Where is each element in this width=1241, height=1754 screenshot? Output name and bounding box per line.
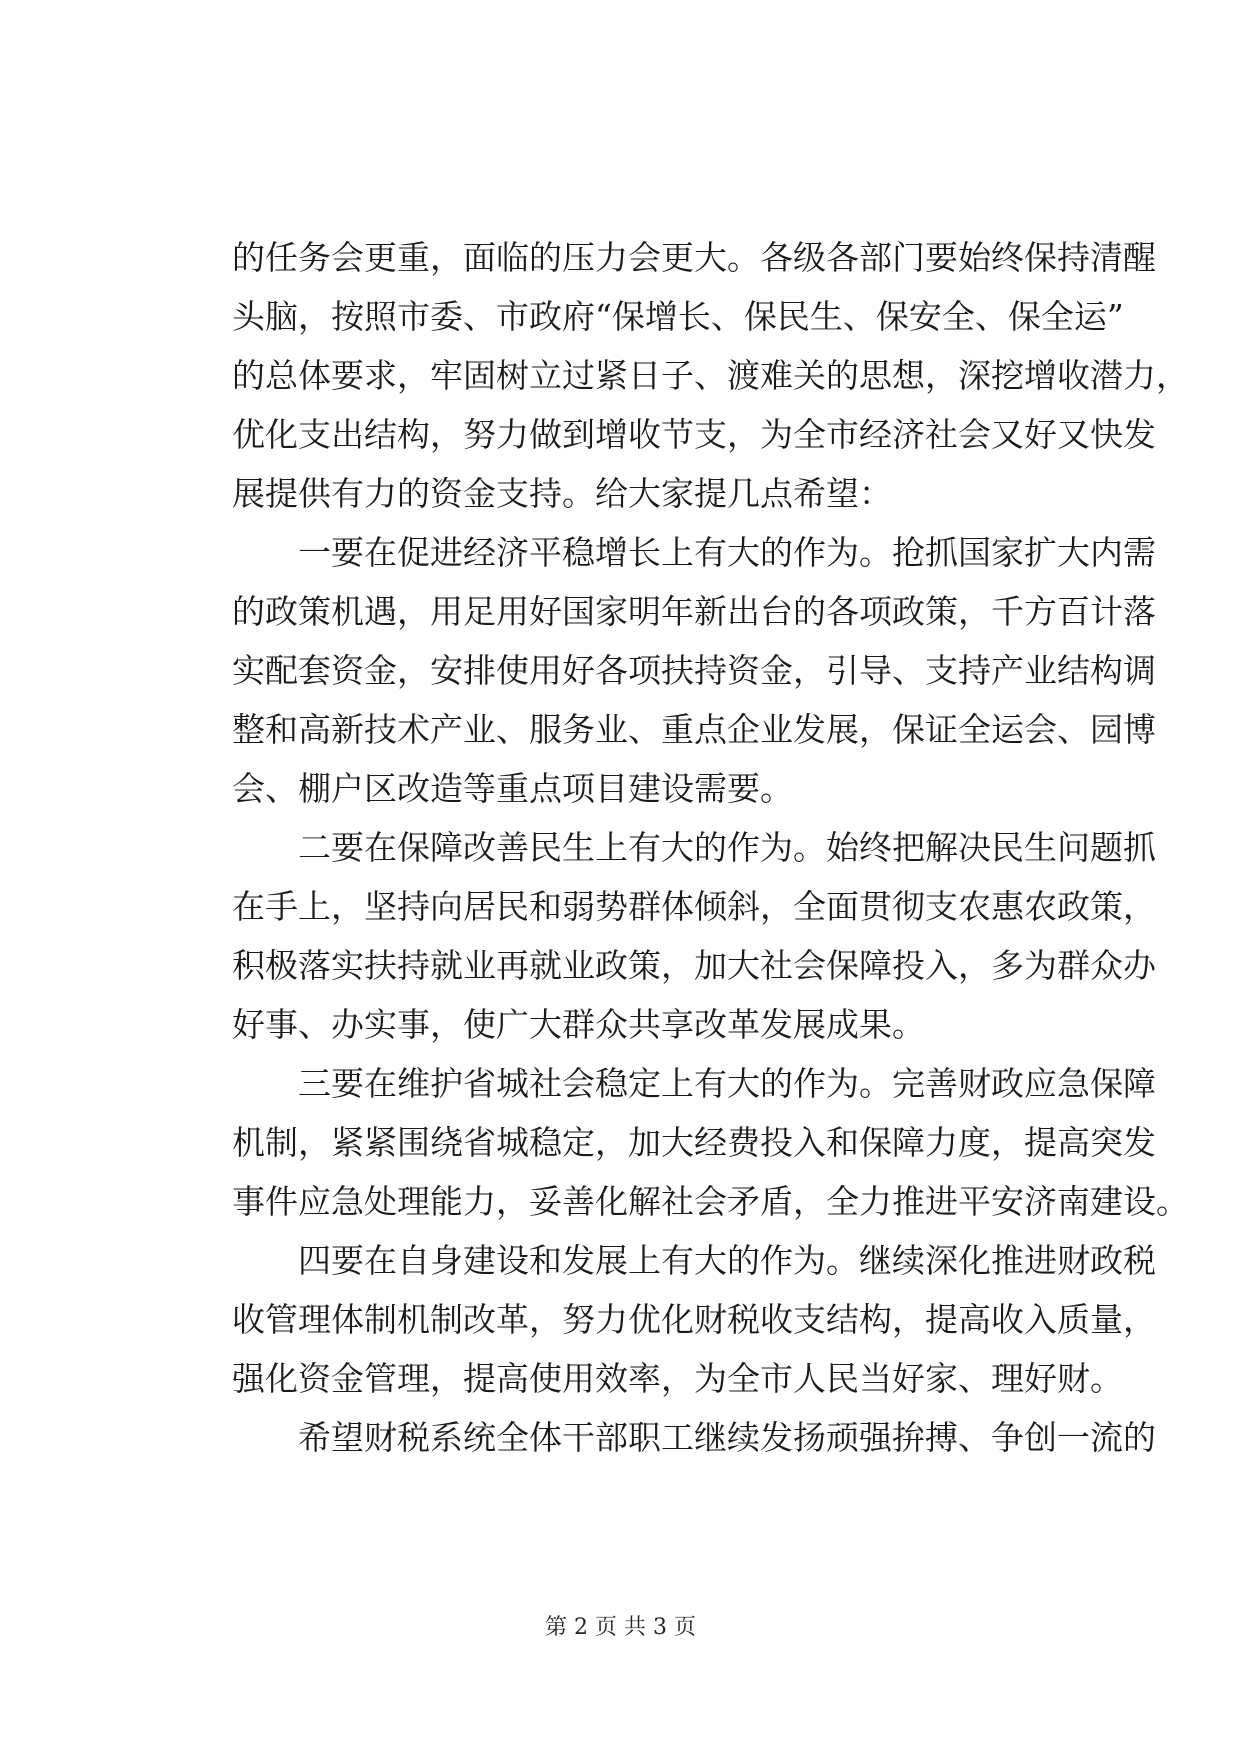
text-line: 整和高新技术产业、服务业、重点企业发展，保证全运会、园博 xyxy=(232,710,1156,749)
text-line: 实配套资金，安排使用好各项扶持资金，引导、支持产业结构调 xyxy=(232,651,1156,690)
text-line: 好事、办实事，使广大群众共享改革发展成果。 xyxy=(232,1005,925,1044)
text-line: 强化资金管理，提高使用效率，为全市人民当好家、理好财。 xyxy=(232,1359,1123,1398)
text-line: 头脑，按照市委、市政府“保增长、保民生、保安全、保全运” xyxy=(232,297,1124,336)
text-line: 收管理体制机制改革，努力优化财税收支结构，提高收入质量， xyxy=(232,1300,1156,1339)
document-body xyxy=(232,228,1189,1467)
text-line: 优化支出结构，努力做到增收节支，为全市经济社会又好又快发 xyxy=(232,415,1156,454)
text-line: 的任务会更重，面临的压力会更大。各级各部门要始终保持清醒 xyxy=(232,238,1156,277)
text-line: 积极落实扶持就业再就业政策，加大社会保障投入，多为群众办 xyxy=(232,946,1156,985)
paragraph-first-line: 二要在保障改善民生上有大的作为。始终把解决民生问题抓 xyxy=(298,828,1156,867)
paragraph-first-line: 一要在促进经济平稳增长上有大的作为。抢抓国家扩大内需 xyxy=(298,533,1156,572)
text-line: 在手上，坚持向居民和弱势群体倾斜，全面贯彻支农惠农政策， xyxy=(232,887,1156,926)
paragraph-first-line: 四要在自身建设和发展上有大的作为。继续深化推进财政税 xyxy=(298,1241,1156,1280)
page-footer: 第 2 页 共 3 页 xyxy=(545,1615,696,1640)
text-line: 展提供有力的资金支持。给大家提几点希望： xyxy=(232,474,892,513)
text-line: 机制，紧紧围绕省城稳定，加大经费投入和保障力度，提高突发 xyxy=(232,1123,1156,1162)
text-line: 的政策机遇，用足用好国家明年新出台的各项政策，千方百计落 xyxy=(232,592,1156,631)
paragraph-first-line: 希望财税系统全体干部职工继续发扬顽强拚搏、争创一流的 xyxy=(298,1418,1156,1457)
paragraph-first-line: 三要在维护省城社会稳定上有大的作为。完善财政应急保障 xyxy=(298,1064,1156,1103)
text-line: 的总体要求，牢固树立过紧日子、渡难关的思想，深挖增收潜力， xyxy=(232,356,1189,395)
text-line: 事件应急处理能力，妥善化解社会矛盾，全力推进平安济南建设。 xyxy=(232,1182,1189,1221)
text-line: 会、棚户区改造等重点项目建设需要。 xyxy=(232,769,793,808)
